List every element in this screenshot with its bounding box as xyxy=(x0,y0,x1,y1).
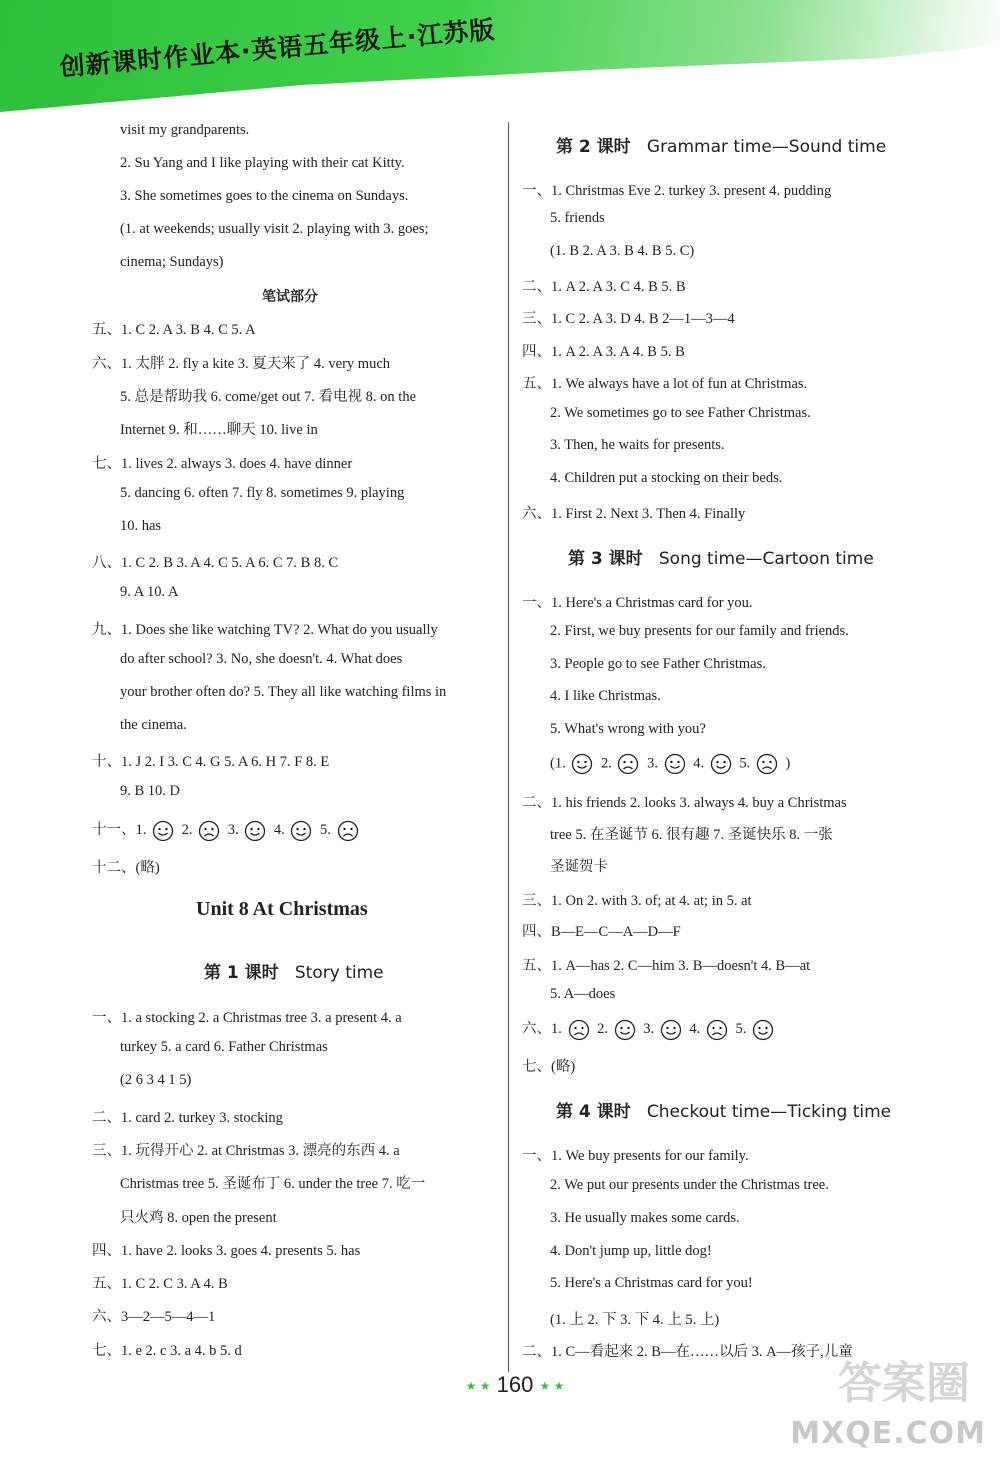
text-line: 四、1. have 2. looks 3. goes 4. presents 5. has xyxy=(92,1243,361,1259)
text-line: visit my grandparents. xyxy=(120,122,250,138)
watermark-text: MXQE.COM xyxy=(790,1416,986,1451)
text-line: 10. has xyxy=(120,518,162,534)
text-line: 八、1. C 2. B 3. A 4. C 5. A 6. C 7. B 8. C xyxy=(92,555,339,571)
text-line: 2. We put our presents under the Christmas tree. xyxy=(550,1177,829,1193)
text-line: 5. What's wrong with you? xyxy=(550,721,706,737)
sad-face-icon xyxy=(756,753,778,775)
text-line: 一、1. Here's a Christmas card for you. xyxy=(522,595,753,611)
text-line: 三、1. On 2. with 3. of; at 4. at; in 5. at xyxy=(522,893,752,909)
page-number: 160 xyxy=(496,1372,534,1397)
text-label: (1. xyxy=(550,755,566,772)
happy-face-icon xyxy=(571,753,593,775)
text-line: 4. Children put a stocking on their beds. xyxy=(550,470,783,486)
text-line: (2 6 3 4 1 5) xyxy=(120,1072,192,1088)
text-label: 六、1. xyxy=(522,1021,562,1037)
text-line: 2. First, we buy presents for our family and friends. xyxy=(550,623,849,639)
text-line: 一、1. We buy presents for our family. xyxy=(522,1148,749,1164)
text-line: tree 5. 在圣诞节 6. 很有趣 7. 圣诞快乐 8. 一张 xyxy=(550,827,833,843)
text-line: the cinema. xyxy=(120,717,187,733)
text-line: do after school? 3. No, she doesn't. 4. What does xyxy=(120,651,403,667)
faces-row: (1. 2. 3. 4. 5. ) xyxy=(550,753,790,775)
text-line: 六、3—2—5—4—1 xyxy=(92,1309,216,1325)
star-decoration-icon: ★ ★ xyxy=(465,1379,491,1394)
unit-title: Unit 8 At Christmas xyxy=(196,898,368,920)
happy-face-icon xyxy=(614,1019,636,1041)
text-line: 五、1. C 2. C 3. A 4. B xyxy=(92,1276,228,1292)
happy-face-icon xyxy=(244,820,266,842)
text-line: cinema; Sundays) xyxy=(120,254,224,270)
text-line: 九、1. Does she like watching TV? 2. What do you usually xyxy=(92,622,438,638)
happy-face-icon xyxy=(710,753,732,775)
text-line: 三、1. C 2. A 3. D 4. B 2—1—3—4 xyxy=(522,311,735,327)
sad-face-icon xyxy=(568,1019,590,1041)
text-line: 七、(略) xyxy=(522,1059,576,1075)
text-line: 圣诞贺卡 xyxy=(550,859,608,875)
text-line: 五、1. A—has 2. C—him 3. B—doesn't 4. B—at xyxy=(522,958,811,974)
text-line: Internet 9. 和……聊天 10. live in xyxy=(120,422,318,438)
text-line: 5. 总是帮助我 6. come/get out 7. 看电视 8. on the xyxy=(120,389,417,405)
book-title: 创新课时作业本·英语五年级上·江苏版 xyxy=(58,14,497,82)
text-line: 只火鸡 8. open the present xyxy=(120,1210,277,1226)
text-line: 一、1. a stocking 2. a Christmas tree 3. a present 4. a xyxy=(92,1010,402,1026)
text-line: 二、1. card 2. turkey 3. stocking xyxy=(92,1110,283,1126)
text-line: 5. dancing 6. often 7. fly 8. sometimes 9. playing xyxy=(120,485,405,501)
lesson-heading: 第 1 课时 Story time xyxy=(204,963,384,983)
text-line: 二、1. his friends 2. looks 3. always 4. buy a Christmas xyxy=(522,795,847,811)
text-line: 七、1. e 2. c 3. a 4. b 5. d xyxy=(92,1343,242,1359)
text-line: 一、1. Christmas Eve 2. turkey 3. present 4. pudding xyxy=(522,183,832,199)
text-line: (1. 上 2. 下 3. 下 4. 上 5. 上) xyxy=(550,1312,720,1328)
text-label: 十一、1. xyxy=(92,822,147,838)
text-line: 3. She sometimes goes to the cinema on Sundays. xyxy=(120,188,409,204)
sad-face-icon xyxy=(617,753,639,775)
happy-face-icon xyxy=(664,753,686,775)
lesson-heading: 第 2 课时 Grammar time—Sound time xyxy=(556,137,887,157)
text-line: 七、1. lives 2. always 3. does 4. have dinner xyxy=(92,456,353,472)
text-line: your brother often do? 5. They all like watching films in xyxy=(120,684,447,700)
page-footer xyxy=(440,1372,590,1398)
happy-face-icon xyxy=(152,820,174,842)
text-line: (1. at weekends; usually visit 2. playing with 3. goes; xyxy=(120,221,429,237)
happy-face-icon xyxy=(752,1019,774,1041)
sad-face-icon xyxy=(706,1019,728,1041)
text-line: 4. I like Christmas. xyxy=(550,688,661,704)
text-line: 2. Su Yang and I like playing with their cat Kitty. xyxy=(120,155,405,171)
text-line: 六、1. First 2. Next 3. Then 4. Finally xyxy=(522,506,746,522)
happy-face-icon xyxy=(290,820,312,842)
text-line: 四、1. A 2. A 3. A 4. B 5. B xyxy=(522,344,685,360)
text-line: 十二、(略) xyxy=(92,860,160,876)
text-line: 9. B 10. D xyxy=(120,783,181,799)
faces-row: 六、1. 2. 3. 4. 5. xyxy=(522,1017,778,1041)
text-line: 五、1. We always have a lot of fun at Christmas. xyxy=(522,376,808,392)
text-line: (1. B 2. A 3. B 4. B 5. C) xyxy=(550,243,695,259)
lesson-heading: 第 3 课时 Song time—Cartoon time xyxy=(568,549,874,569)
text-line: 5. A—does xyxy=(550,986,616,1002)
text-line: 3. People go to see Father Christmas. xyxy=(550,656,766,672)
text-line: 五、1. C 2. A 3. B 4. C 5. A xyxy=(92,322,256,338)
text-line: 5. friends xyxy=(550,210,605,226)
text-line: 二、1. A 2. A 3. C 4. B 5. B xyxy=(522,279,686,295)
text-line: 9. A 10. A xyxy=(120,584,179,600)
star-decoration-icon: ★ ★ xyxy=(539,1379,565,1394)
lesson-heading: 第 4 课时 Checkout time—Ticking time xyxy=(556,1102,892,1122)
text-line: 3. He usually makes some cards. xyxy=(550,1210,740,1226)
sad-face-icon xyxy=(198,820,220,842)
text-line: 3. Then, he waits for presents. xyxy=(550,437,725,453)
text-line: Christmas tree 5. 圣诞布丁 6. under the tree 7. 吃一 xyxy=(120,1176,426,1192)
text-line: 2. We sometimes go to see Father Christmas. xyxy=(550,405,811,421)
text-line: 三、1. 玩得开心 2. at Christmas 3. 漂亮的东西 4. a xyxy=(92,1143,400,1159)
happy-face-icon xyxy=(660,1019,682,1041)
text-line: 4. Don't jump up, little dog! xyxy=(550,1243,712,1259)
faces-row: 十一、1. 2. 3. 4. 5. xyxy=(92,818,363,842)
text-line: turkey 5. a card 6. Father Christmas xyxy=(120,1039,328,1055)
section-label: 笔试部分 xyxy=(262,289,318,305)
column-divider xyxy=(508,122,509,1372)
sad-face-icon xyxy=(337,820,359,842)
text-line: 二、1. C—看起来 2. B—在……以后 3. A—孩子,儿童 xyxy=(522,1344,853,1360)
text-line: 四、B—E—C—A—D—F xyxy=(522,924,681,940)
text-line: 六、1. 太胖 2. fly a kite 3. 夏天来了 4. very much xyxy=(92,356,391,372)
watermark-logo: 答案圈 xyxy=(838,1358,970,1409)
text-line: 5. Here's a Christmas card for you! xyxy=(550,1275,753,1291)
text-line: 十、1. J 2. I 3. C 4. G 5. A 6. H 7. F 8. E xyxy=(92,754,330,770)
